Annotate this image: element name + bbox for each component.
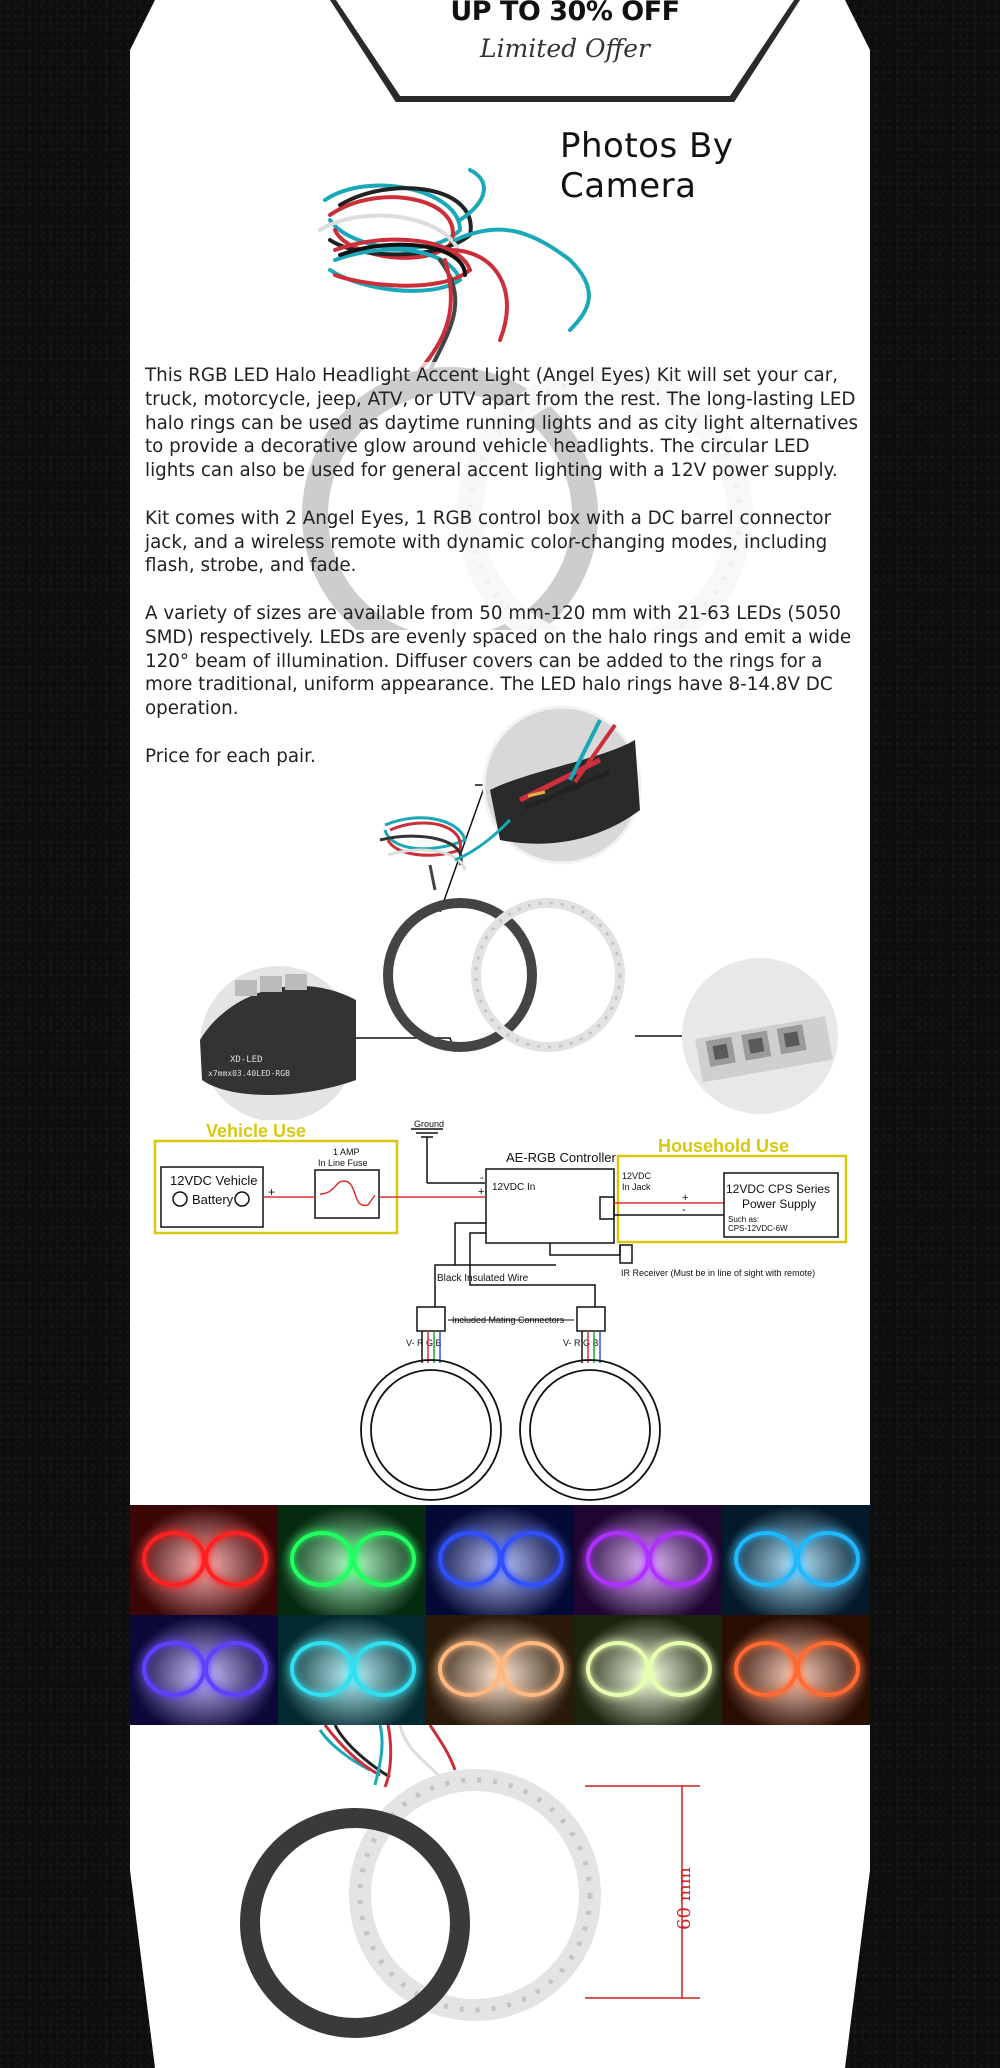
controller-input-label: 12VDC In <box>492 1182 536 1193</box>
ir-receiver-box <box>620 1245 632 1263</box>
controller-plus-left: + <box>478 1186 485 1198</box>
psu-minus-label: - <box>682 1204 686 1216</box>
glowing-halo-ring <box>734 1531 798 1587</box>
color-mode-tile <box>426 1505 574 1615</box>
color-mode-tile <box>278 1615 426 1725</box>
glowing-halo-ring <box>352 1641 416 1697</box>
glowing-halo-ring <box>290 1641 354 1697</box>
controller-label: AE-RGB Controller <box>506 1150 616 1165</box>
product-photo-dimension <box>130 1725 870 2068</box>
psu-label-3: Such as: <box>728 1215 760 1224</box>
description-paragraph-4: Price for each pair. <box>145 745 316 767</box>
color-mode-tile <box>722 1615 870 1725</box>
glowing-halo-ring <box>500 1641 564 1697</box>
pcb-label-2: x7mmx03.40LED-RGB <box>208 1069 290 1078</box>
connector-left <box>417 1307 445 1331</box>
ground-label: Ground <box>414 1119 445 1129</box>
pins-right-label: V- R G B <box>563 1338 599 1348</box>
battery-label-2: Battery <box>192 1192 234 1207</box>
psu-label-4: CPS-12VDC-6W <box>728 1224 788 1233</box>
diagram-ring-left-inner <box>371 1370 491 1490</box>
connector-right <box>577 1307 605 1331</box>
glowing-halo-ring <box>438 1531 502 1587</box>
glowing-halo-ring <box>648 1641 712 1697</box>
wire-label: Black Insulated Wire <box>437 1273 529 1284</box>
photos-by-camera-label: Photos By Camera <box>560 126 734 206</box>
battery-plus-label: + <box>268 1185 276 1199</box>
glowing-halo-ring <box>142 1641 206 1697</box>
vehicle-use-label: Vehicle Use <box>206 1121 307 1141</box>
glowing-halo-ring <box>796 1641 860 1697</box>
description-paragraph-3: A variety of sizes are available from 50 mm-120 mm with 21-63 LEDs (5050 SMD) respectively. LEDs are evenly spaced on the halo rings and emit a wide 120° beam of illumination. Diffuser covers can be added to the rings for a more traditional, uniform appearance. The LED halo rings have 8-14.8V DC operation. <box>145 602 852 720</box>
color-mode-tile <box>130 1505 278 1615</box>
glowing-halo-ring <box>734 1641 798 1697</box>
glowing-halo-ring <box>352 1531 416 1587</box>
pcb-label-1: XD-LED <box>230 1055 263 1065</box>
color-mode-tile <box>130 1615 278 1725</box>
glowing-halo-ring <box>500 1531 564 1587</box>
glowing-halo-ring <box>586 1641 650 1697</box>
psu-plus-label: + <box>682 1192 689 1204</box>
glowing-halo-ring <box>648 1531 712 1587</box>
color-modes-grid <box>130 1505 870 1725</box>
description-paragraph-1: This RGB LED Halo Headlight Accent Light (Angel Eyes) Kit will set your car, truck, motorcycle, jeep, ATV, or UTV apart from the rest. The long-lasting LED halo rings can be used as daytime running lights and as city light alternatives to provide a decorative glow around vehicle headlights. The circular LED lights can also be used for general accent lighting with a 12V power supply. <box>145 365 859 482</box>
diagram-ring-left-outer <box>361 1360 501 1500</box>
wire-bundle <box>320 170 589 370</box>
glowing-halo-ring <box>586 1531 650 1587</box>
glowing-halo-ring <box>796 1531 860 1587</box>
wiring-diagram <box>130 1115 870 1505</box>
psu-label-1: 12VDC CPS Series <box>726 1182 831 1196</box>
color-mode-tile <box>278 1505 426 1615</box>
limited-offer-label: Limited Offer <box>479 34 651 63</box>
glowing-halo-ring <box>438 1641 502 1697</box>
color-mode-tile <box>574 1505 722 1615</box>
black-halo-ring-small <box>388 903 532 1047</box>
color-mode-tile <box>722 1505 870 1615</box>
controller-minus-left: - <box>480 1172 484 1184</box>
fuse-label-1: 1 AMP <box>333 1147 360 1157</box>
ir-receiver-label: IR Receiver (Must be in line of sight with remote) <box>621 1268 816 1278</box>
color-mode-tile <box>574 1615 722 1725</box>
household-use-label: Household Use <box>658 1136 790 1156</box>
product-photo-callouts <box>130 700 870 1120</box>
injack-label-1: 12VDC <box>622 1171 652 1181</box>
mating-connectors-label: Included Mating Connectors <box>452 1315 565 1325</box>
battery-label: 12VDC Vehicle <box>170 1173 258 1188</box>
glowing-halo-ring <box>204 1641 268 1697</box>
pins-left-label: V- R G B <box>406 1338 442 1348</box>
injack-label-2: In Jack <box>622 1182 651 1192</box>
fuse-label-2: In Line Fuse <box>318 1158 368 1168</box>
glowing-halo-ring <box>142 1531 206 1587</box>
description-paragraph-2: Kit comes with 2 Angel Eyes, 1 RGB control box with a DC barrel connector jack, and a wireless remote with dynamic color-changing modes, including flash, strobe, and fade. <box>145 507 832 577</box>
dimension-label: 60 mm <box>674 1867 695 1930</box>
psu-label-2: Power Supply <box>742 1197 817 1211</box>
offer-heading: UP TO 30% OFF <box>450 0 680 27</box>
diagram-ring-right-outer <box>520 1360 660 1500</box>
glowing-halo-ring <box>204 1531 268 1587</box>
controller-box <box>486 1169 614 1243</box>
diagram-ring-right-inner <box>530 1370 650 1490</box>
color-mode-tile <box>426 1615 574 1725</box>
glowing-halo-ring <box>290 1531 354 1587</box>
